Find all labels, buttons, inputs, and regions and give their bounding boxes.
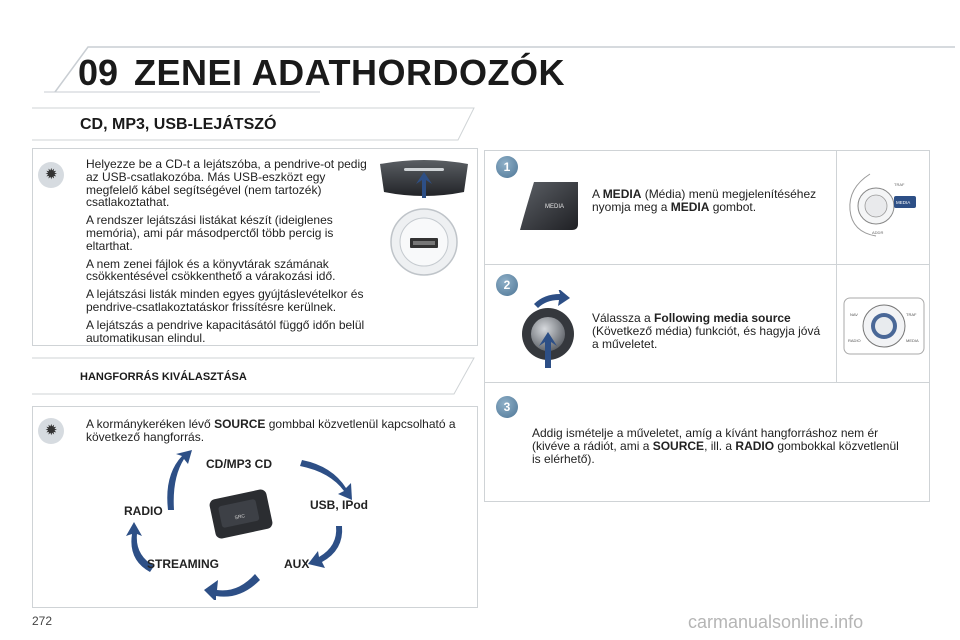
panel-traf-label: TRAF <box>894 182 905 187</box>
cycle-label-radio: RADIO <box>124 504 163 518</box>
chapter-number: 09 <box>78 52 119 93</box>
intro-text: A kormánykeréken lévő <box>86 417 215 431</box>
tip-bulb-icon: ✹ <box>38 418 64 444</box>
source-cycle-diagram <box>110 450 370 600</box>
section1-paragraph: A lejátszási listák minden egyes gyújtáslevételkor és pendrive-csatlakoztatáskor frissítésre kerülnek. <box>86 287 364 314</box>
cycle-label-aux: AUX <box>284 557 310 571</box>
cycle-arrow <box>308 526 342 568</box>
panel-addr-label: ADDR <box>872 230 884 235</box>
cycle-label-cd: CD/MP3 CD <box>206 457 273 471</box>
step-divider <box>484 264 930 265</box>
cd-slot-illustration <box>374 154 474 202</box>
step-image-divider <box>836 150 837 382</box>
section1-title: CD, MP3, USB-LEJÁTSZÓ <box>80 116 277 133</box>
navigation-panel-illustration <box>842 292 926 362</box>
section1-paragraph: A lejátszás a pendrive kapacitásától függő időn belül automatikusan elindul. <box>86 317 365 345</box>
section2-intro <box>86 418 466 444</box>
step-divider <box>484 382 930 383</box>
media-panel-illustration <box>842 170 926 242</box>
page-number: 272 <box>32 614 53 628</box>
source-keyword: SOURCE <box>214 417 266 431</box>
section1-paragraph: A rendszer lejátszási listákat készít (ideiglenes memória), ami pár másodperctől több percig is eltarthat. <box>86 213 334 253</box>
watermark: carmanualsonline.info <box>688 612 864 632</box>
step-1-text: A MEDIA (Média) menü megjelenítéséhez nyomja meg a MEDIA gombot. <box>592 187 817 214</box>
panel-media-label: MEDIA <box>896 200 911 205</box>
chapter-title: ZENEI ADATHORDOZÓK <box>134 52 565 93</box>
step-number-1: 1 <box>496 156 518 178</box>
cycle-arrow <box>300 460 352 500</box>
step-number-3: 3 <box>496 396 518 418</box>
cycle-label-usb: USB, IPod <box>310 498 369 512</box>
section1-paragraph: A nem zenei fájlok és a könyvtárak számának csökkentésével csökkenthető a várakozási idő. <box>86 256 336 284</box>
cycle-arrow <box>167 450 192 510</box>
panel-radio-label: RADIO <box>848 338 861 343</box>
section2-title: HANGFORRÁS KIVÁLASZTÁSA <box>80 371 247 383</box>
panel-media-label: MEDIA <box>906 338 919 343</box>
usb-port-illustration <box>384 206 464 278</box>
src-button-label: SRC <box>234 513 246 522</box>
cycle-arrow <box>204 574 260 600</box>
rotary-knob-illustration <box>514 290 584 370</box>
cycle-label-streaming: STREAMING <box>147 557 219 571</box>
media-button-illustration <box>516 178 582 234</box>
intro-text: gombbal közvetlenül kapcsolható a következő hangforrás. <box>86 417 456 444</box>
section1-body <box>86 158 368 349</box>
step-2-text: Válassza a Following media source (Következő média) funkciót, és hagyja jóvá a műveletet. <box>592 311 821 351</box>
tip-bulb-icon: ✹ <box>38 162 64 188</box>
step-number-2: 2 <box>496 274 518 296</box>
step-3-text: Addig ismételje a műveletet, amíg a kívánt hangforráshoz nem ér (kivéve a rádiót, ami a SOURCE, ill. a RADIO gombokkal közvetlenül is elérhető). <box>532 426 899 466</box>
media-button-label: MEDIA <box>545 204 565 210</box>
panel-nav-label: NAV <box>850 312 858 317</box>
section1-paragraph: Helyezze be a CD-t a lejátszóba, a pendrive-ot pedig az USB-csatlakozóba. Más USB-eszközt egy megfelelő kábel segítségével (nem tartozék) csatlakoztathat. <box>86 157 367 210</box>
panel-traf-label: TRAF <box>906 312 917 317</box>
